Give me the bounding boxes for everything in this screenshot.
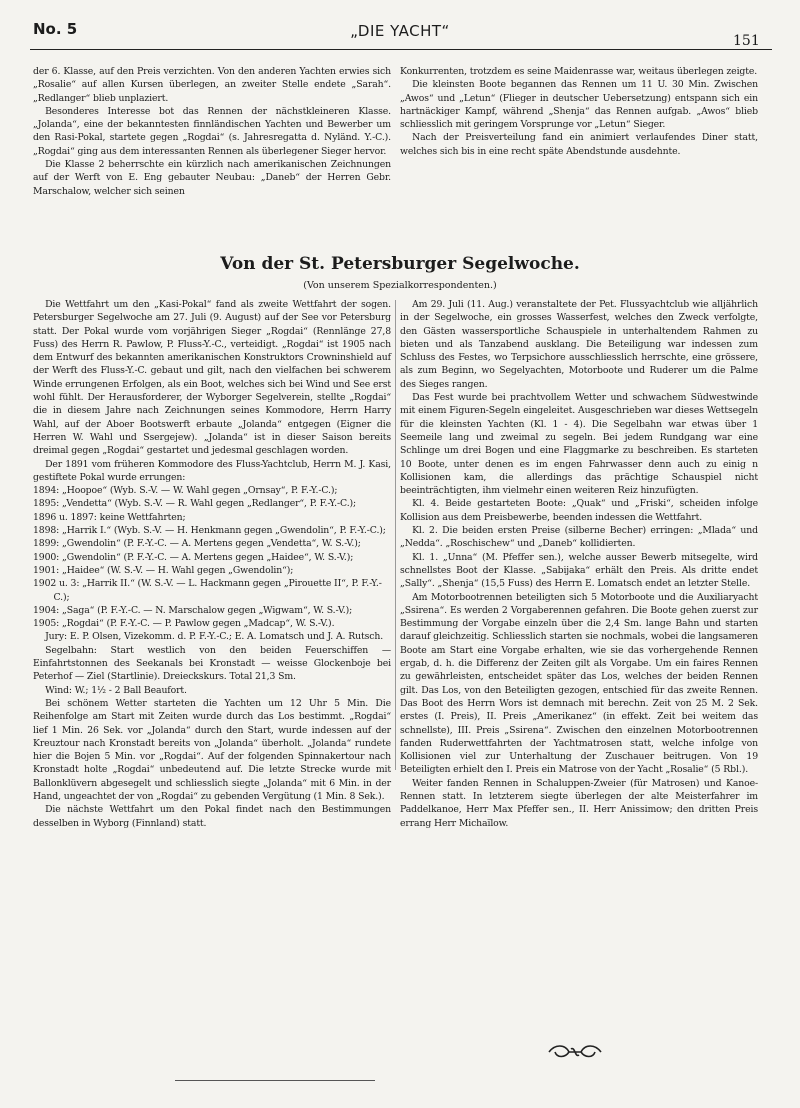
article-left-column xyxy=(33,298,391,830)
header-rule xyxy=(30,49,772,50)
winner-entry: 1894: „Hoopoe“ (Wyb. S.-V. — W. Wahl gegen „Ornsay“, P. F.-Y.-C.); xyxy=(33,485,338,497)
wind-paragraph: Wind: W.; 1½ - 2 Ball Beaufort. xyxy=(45,684,187,696)
paragraph: Die Wettfahrt um den „Kasi-Pokal“ fand als zweite Wettfahrt der sogen. Petersburger Segelwoche am 27. Juli (9. August) auf der See vor Petersburg statt. Der Pokal wurde vom vorjährigen Sieger „Rogdai“ (Rennlänge 27,8 Fuss) des Herrn R. Pawlow, P. Fluss-Y.-C., verteidigt. „Rogdai“ ist 1905 nach dem Entwurf des bekannten amerikanischen Konstruktors Crowninshield auf der Werft des Fluss-Y.-C. gebaut und gilt, nach den vielfachen bei schwerem Winde errungenen Erfolgen, als ein Boot, welches sich bei Wind und See erst wohl fühlt. Der Herausforderer, der Wyborger Segelverein, stellte „Rogdai“ die in diesem Jahre nach Zeichnungen seines Kommodore, Herrn Harry Wahl, auf der Aboer Bootswerft erbaute „Jolanda“ entgegen (Eigner die Herren W. Wahl und Ssergejew). „Jolanda“ ist in dieser Saison bereits dreimal gegen „Rogdai“ gestartet und jedesmal geschlagen worden. xyxy=(33,299,391,457)
winner-entry: 1895: „Vendetta“ (Wyb. S.-V. — R. Wahl gegen „Redlanger“, P. F.-Y.-C.); xyxy=(33,498,357,510)
paragraph: Das Fest wurde bei prachtvollem Wetter und schwachem Südwestwinde mit einem Figuren-Segeln eingeleitet. Ausgeschrieben war dieses Wettsegeln für die kleinsten Yachten (Kl. 1 - 4). Die Segelbahn war etwas über 1 Seemeile lang und zweimal zu segeln. Bei jedem Rundgang war eine Schlinge um drei Bogen und eine Flaggmarke zu beschreiben. Es starteten 10 Boote, unter denen es im engen Fahrwasser denn auch zu einig n Kollisionen kam, die allerdings das prächtige Schauspiel nicht beeinträchtigten, ihm vielmehr einen weiteren Reiz hinzufügten. xyxy=(400,392,758,497)
paragraph: Der 1891 vom früheren Kommodore des Fluss-Yachtclub, Herrn M. J. Kasi, gestiftete Pokal wurde errungen: xyxy=(33,458,391,483)
winner-entry: 1902 u. 3: „Harrik II.“ (W. S.-V. — L. Hackmann gegen „Pirouette II“, P. F.-Y.-C.); xyxy=(33,578,382,603)
end-ornament-icon xyxy=(545,1042,605,1062)
paragraph: Kl. 4. Beide gestarteten Boote: „Quak“ und „Friski“, scheiden infolge Kollision aus dem Preisbewerbe, beenden indessen die Wettfahrt. xyxy=(400,498,758,523)
paragraph: Die kleinsten Boote begannen das Rennen um 11 U. 30 Min. Zwischen „Awos“ und „Letun“ (Flieger in deutscher Uebersetzung) entspann sich ein hartnäckiger Kampf, während „Shenja“ das Rennen aufgab. „Awos“ blieb schliesslich mit geringem Vorsprunge vor „Letun“ Sieger. xyxy=(400,79,758,131)
issue-number: No. 5 xyxy=(33,20,78,38)
winner-entry: 1899: „Gwendolin“ (P. F.-Y.-C. — A. Mertens gegen „Vendetta“, W. S.-V.); xyxy=(33,538,361,550)
article-title: Von der St. Petersburger Segelwoche. xyxy=(220,254,580,274)
paragraph: Die nächste Wettfahrt um den Pokal findet nach den Bestimmungen desselben in Wyborg (Finnland) statt. xyxy=(33,804,391,829)
paragraph: Bei schönem Wetter starteten die Yachten um 12 Uhr 5 Min. Die Reihenfolge am Start mit Zeiten wurde durch das Los bestimmt. „Rogdai“ lief 1 Min. 26 Sek. vor „Jolanda“ durch den Start, wurde indessen auf der Kreuztour nach Kronstadt bereits von „Jolanda“ überholt. „Jolanda“ rundete hier die Bojen 5 Min. vor „Rogdai“. Auf der folgenden Spinnakertour nach Kronstadt holte „Rogdai“ unbedeutend auf. Die letzte Strecke wurde mit Ballonklüvern abgesegelt und schliesslich siegte „Jolanda“ mit 6 Min. in der Hand, ungeachtet der von „Rogdai“ zu gebenden Vergütung (1 Min. 8 Sek.). xyxy=(33,697,391,802)
magazine-title: „DIE YACHT“ xyxy=(350,22,450,40)
winner-entry: 1901: „Haidee“ (W. S.-V. — H. Wahl gegen „Gwendolin“); xyxy=(33,564,294,576)
paragraph: Die Klasse 2 beherrschte ein kürzlich nach amerikanischen Zeichnungen auf der Werft von E. Eng gebauter Neubau: „Daneb“ der Herren Gebr. Marschalow, welcher sich seinen xyxy=(33,159,391,197)
paragraph: Kl. 2. Die beiden ersten Preise (silberne Becher) erringen: „Mlada“ und „Nedda“. „Roschischew“ und „Daneb“ kollidierten. xyxy=(400,525,758,550)
previous-article-left-column xyxy=(33,65,391,198)
paragraph: Weiter fanden Rennen in Schaluppen-Zweier (für Matrosen) und Kanoe-Rennen statt. In letzterem siegte überlegen der alte Meisterfahrer im Paddelkanoe, Herr Max Pfeffer sen., II. Herr Anissimow; den dritten Preis errang Herr Michaïlow. xyxy=(400,777,758,829)
paragraph: Nach der Preisverteilung fand ein animiert verlaufendes Diner statt, welches sich bis in eine recht späte Abendstunde ausdehnte. xyxy=(400,132,758,157)
winner-entry: 1905: „Rogdai“ (P. F.-Y.-C. — P. Pawlow gegen „Madcap“, W. S.-V.). xyxy=(33,618,335,630)
previous-article-right-column xyxy=(400,65,758,158)
winner-entry: 1900: „Gwendolin“ (P. F.-Y.-C. — A. Mertens gegen „Haidee“, W. S.-V.); xyxy=(33,551,354,563)
page-number: 151 xyxy=(733,33,760,49)
paragraph: Konkurrenten, trotzdem es seine Maidenrasse war, weitaus überlegen zeigte. xyxy=(400,66,758,77)
winner-entry: 1896 u. 1897: keine Wettfahrten; xyxy=(33,511,186,523)
course-paragraph: Segelbahn: Start westlich von den beiden Feuerschiffen — Einfahrtstonnen des Seekanals bei Kronstadt — weisse Glockenboje bei Peterhof — Ziel (Startlinie). Dreieckskurs. Total 21,3 Sm. xyxy=(33,644,391,683)
paragraph: Kl. 1. „Unna“ (M. Pfeffer sen.), welche ausser Bewerb mitsegelte, wird schnellstes Boot der Klasse. „Sabijaka“ erhält den Preis. Als dritte endet „Sally“. „Shenja“ (15,5 Fuss) des Herrn E. Lomatsch endet an letzter Stelle. xyxy=(400,551,758,590)
paragraph: der 6. Klasse, auf den Preis verzichten. Von den anderen Yachten erwies sich „Rosalie“ auf allen Kursen überlegen, an zweiter Stelle endete „Sarah“. „Redlanger“ blieb unplaziert. xyxy=(33,66,391,104)
winner-entry: 1898: „Harrik I.“ (Wyb. S.-V. — H. Henkmann gegen „Gwendolin“, P. F.-Y.-C.); xyxy=(33,525,386,537)
jury-paragraph: Jury: E. P. Olsen, Vizekomm. d. P. F.-Y.-C.; E. A. Lomatsch und J. A. Rutsch. xyxy=(45,631,384,643)
column-divider xyxy=(395,300,396,770)
winner-entry: 1904: „Saga“ (P. F.-Y.-C. — N. Marschalow gegen „Wigwam“, W. S.-V.); xyxy=(33,604,353,616)
article-subtitle: (Von unserem Spezialkorrespondenten.) xyxy=(303,280,497,291)
paragraph: Am Motorbootrennen beteiligten sich 5 Motorboote und die Auxiliaryacht „Ssirena“. Es werden 2 Vorgaberennen gefahren. Die Boote gehen zuerst zur Bestimmung der Vorgabe einzeln über die 2,4 Sm. lange Bahn und starten darauf gleichzeitig. Schliesslich starten sie nochmals, wobei die langsameren Boote am Start eine Vorgabe erhalten, wie sie das vorhergehende Rennen ergab, d. h. die Differenz der Zeiten gilt als Vorgabe. Um ein faires Rennen zu gewährleisten, entscheidet später das Los, welches der beiden Rennen gilt. Das Los, von den Beteiligten gezogen, entschied für das zweite Rennen. Das Boot des Herrn Wors ist demnach mit berechn. Zeit von 25 M. 2 Sek. erstes (I. Preis), II. Preis „Amerikanez“ (in effekt. Zeit bei weitem das schnellste), III. Preis „Ssirena“. Zwischen den einzelnen Motorbootrennen fanden Ruderwettfahrten der Yachtmatrosen statt, welche infolge von Kollisionen viel zur Unterhaltung der Zuschauer beitrugen. Von 19 Beteiligten erhielt den I. Preis ein Matrose von der Yacht „Rosalie“ (5 Rbl.). xyxy=(400,591,758,776)
article-right-column xyxy=(400,298,758,830)
bottom-rule xyxy=(175,1080,375,1081)
paragraph: Besonderes Interesse bot das Rennen der nächstkleineren Klasse. „Jolanda“, eine der bekanntesten finnländischen Yachten und Bewerber um den Rasi-Pokal, startete gegen „Rogdai“ (s. Jahresregatta d. Nyländ. Y.-C.). „Rogdai“ ging aus dem interessanten Rennen als überlegener Sieger hervor. xyxy=(33,105,391,157)
paragraph: Am 29. Juli (11. Aug.) veranstaltete der Pet. Flussyachtclub wie alljährlich in der Segelwoche, ein grosses Wasserfest, welches den Zweck verfolgte, den Gästen wassersportliche Schauspiele in unterhaltendem Rahmen zu bieten und als Tanzabend ausklang. Die Beteiligung war indessen zum Schluss des Festes, wo Terpsichore ausschliesslich herrschte, eine grössere, als zum Beginn, wo Segelyachten, Motorboote und Ruderer um die Palme des Sieges rangen. xyxy=(400,299,758,390)
